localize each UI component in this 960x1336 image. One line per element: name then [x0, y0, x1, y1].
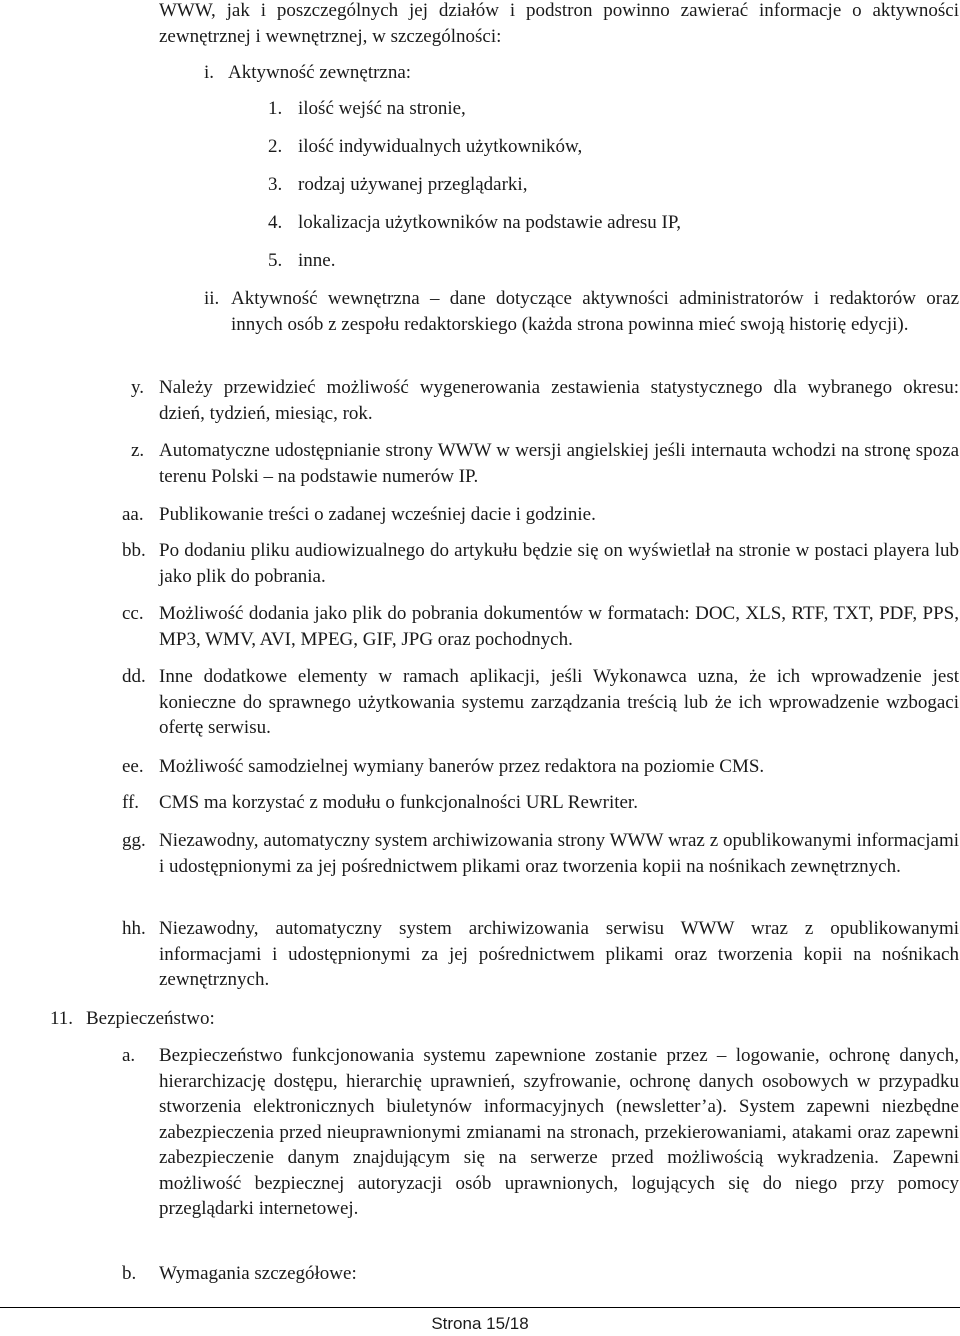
sub-item-label: i. [204, 62, 215, 83]
footer-divider [0, 1307, 960, 1308]
item-label: z. [131, 440, 145, 461]
sub-item-paragraph: Aktywność wewnętrzna – dane dotyczące aktywności administratorów i redaktorów oraz innych osób z zespołu redaktorskiego (każda strona powinna mieć swoją historię edycji). [231, 288, 959, 335]
section-title: Bezpieczeństwo: [86, 1008, 215, 1029]
item-paragraph: Niezawodny, automatyczny system archiwizowania strony WWW wraz z opublikowanymi informacjami i udostępnionymi za jej pośrednictwem plikami oraz tworzenia kopii na nośnikach zewnętrznych. [159, 830, 959, 877]
item-label: aa. [122, 504, 144, 525]
item-paragraph: Automatyczne udostępnianie strony WWW w wersji angielskiej jeśli internauta wchodzi na stronę spoza terenu Polski – na podstawie numerów IP. [159, 440, 959, 487]
item-label: a. [122, 1045, 136, 1066]
sub-item-label: ii. [204, 288, 220, 309]
item-label: ee. [122, 756, 144, 777]
item-label: hh. [122, 918, 146, 939]
list-item-number: 5. [268, 250, 283, 271]
item-paragraph: Możliwość samodzielnej wymiany banerów przez redaktora na poziomie CMS. [159, 756, 765, 777]
item-label: bb. [122, 540, 146, 561]
item-paragraph: Niezawodny, automatyczny system archiwizowania serwisu WWW wraz z opublikowanymi informacjami i udostępnionymi za jej pośrednictwem plikami oraz tworzenia kopii na nośnikach zewnętrznych. [159, 918, 959, 990]
item-label: ff. [122, 792, 140, 813]
intro-paragraph: WWW, jak i poszczególnych jej działów i podstron powinno zawierać informacje o aktywności zewnętrznej i wewnętrznej, w szczególności: [159, 0, 959, 47]
item-paragraph: CMS ma korzystać z modułu o funkcjonalności URL Rewriter. [159, 792, 638, 813]
item-paragraph: Należy przewidzieć możliwość wygenerowania zestawienia statystycznego dla wybranego okresu: dzień, tydzień, miesiąc, rok. [159, 377, 959, 424]
list-item-number: 2. [268, 136, 283, 157]
sub-item-heading: Aktywność zewnętrzna: [228, 62, 412, 83]
item-label: gg. [122, 830, 146, 851]
list-item-text: ilość indywidualnych użytkowników, [298, 136, 583, 157]
list-item-number: 4. [268, 212, 283, 233]
list-item-text: ilość wejść na stronie, [298, 98, 466, 119]
item-paragraph: Inne dodatkowe elementy w ramach aplikacji, jeśli Wykonawca uzna, że ich wprowadzenie jest konieczne do sprawnego użytkowania systemu zarządzania treścią lub że ich wprowadzenie wzbogaci ofertę serwisu. [159, 666, 959, 738]
list-item-text: rodzaj używanej przeglądarki, [298, 174, 528, 195]
list-item-number: 1. [268, 98, 283, 119]
list-item-number: 3. [268, 174, 283, 195]
item-paragraph: Wymagania szczegółowe: [159, 1263, 357, 1284]
section-number: 11. [50, 1008, 74, 1029]
item-paragraph: Możliwość dodania jako plik do pobrania dokumentów w formatach: DOC, XLS, RTF, TXT, PDF, PPS, MP3, WMV, AVI, MPEG, GIF, JPG oraz pochodnych. [159, 603, 959, 650]
item-paragraph: Bezpieczeństwo funkcjonowania systemu zapewnione zostanie przez – logowanie, ochronę danych, hierarchizację dostępu, hierarchię uprawnień, szyfrowanie, ochronę danych osobowych w przypadku stworzenia elektronicznych biuletynów informacyjnych (newsletter’a). System zapewni niezbędne zabezpieczenia przed nieuprawnionymi zmianami na stronach, przekierowaniami, atakami oraz zapewni zabezpieczenie danym znajdującym się na serwerze przed możliwością wykradzenia. Zapewni możliwość bezpiecznej autoryzacji osób uprawnionych, logujących się do niego przy pomocy przeglądarki internetowej. [159, 1045, 959, 1219]
item-paragraph: Po dodaniu pliku audiowizualnego do artykułu będzie się on wyświetlał na stronie w postaci playera lub jako plik do pobrania. [159, 540, 959, 587]
item-label: cc. [122, 603, 144, 624]
list-item-text: inne. [298, 250, 336, 271]
item-label: y. [131, 377, 145, 398]
item-label: b. [122, 1263, 137, 1284]
item-paragraph: Publikowanie treści o zadanej wcześniej dacie i godzinie. [159, 504, 596, 525]
item-label: dd. [122, 666, 146, 687]
list-item-text: lokalizacja użytkowników na podstawie adresu IP, [298, 212, 682, 233]
page-number: Strona 15/18 [431, 1314, 529, 1333]
